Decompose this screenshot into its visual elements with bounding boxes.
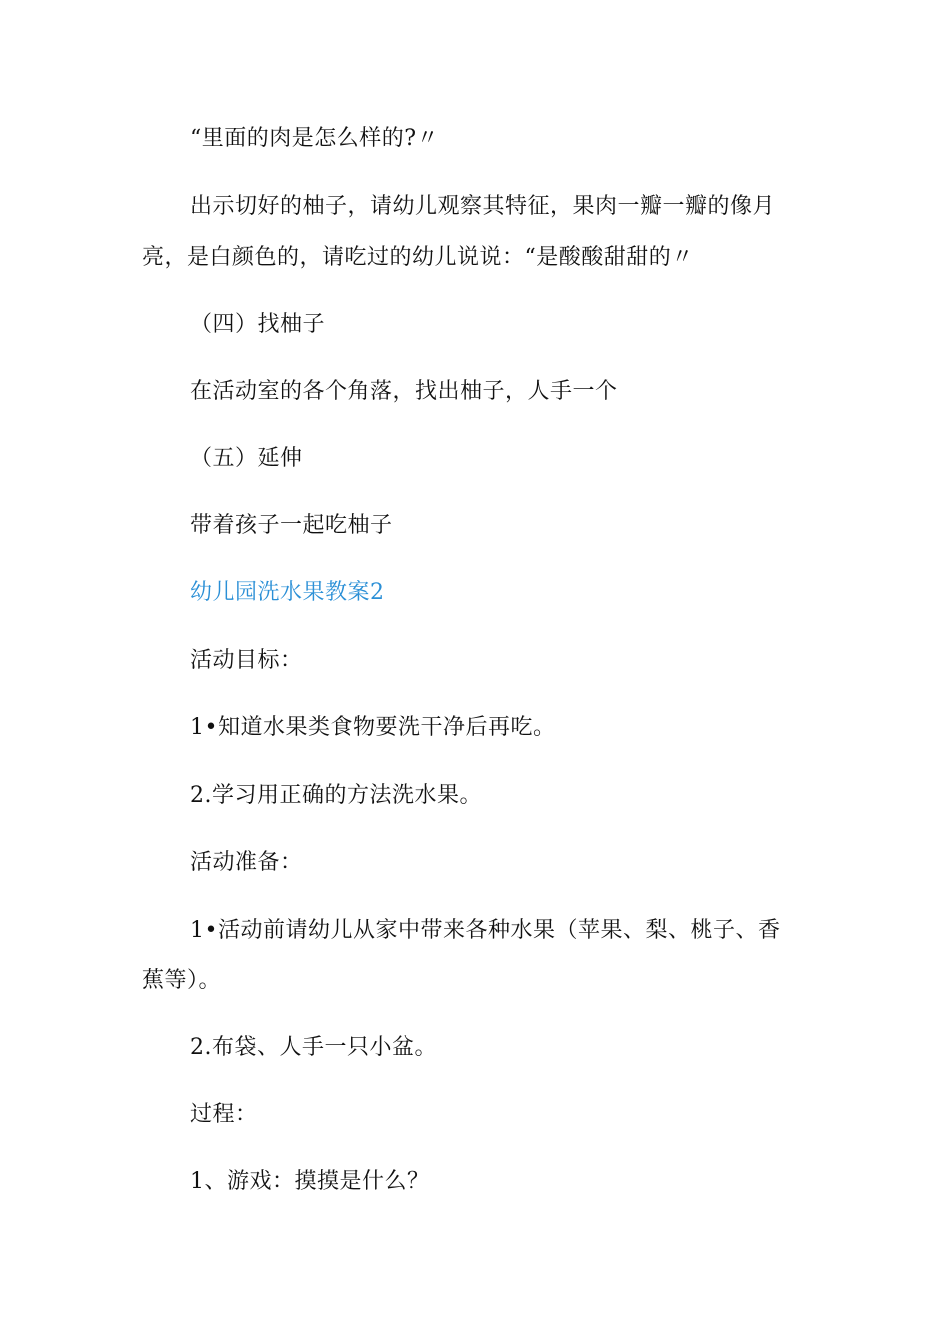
lesson-plan-title: 幼儿园洗水果教案2 [190, 580, 385, 605]
list-item: 2.学习用正确的方法洗水果。 [190, 783, 482, 808]
paragraph-line: 活动准备： [190, 850, 303, 875]
list-item: 1、游戏：摸摸是什么？ [190, 1169, 430, 1194]
paragraph-line: 亮，是白颜色的，请吃过的幼儿说说：“是酸酸甜甜的〃 [142, 245, 694, 270]
paragraph-line: “里面的肉是怎么样的?〃 [190, 126, 440, 151]
paragraph-line: 过程： [190, 1102, 258, 1127]
paragraph-line: 在活动室的各个角落，找出柚子，人手一个 [190, 379, 618, 404]
list-item: 2.布袋、人手一只小盆。 [190, 1035, 437, 1060]
paragraph-line: 活动目标： [190, 648, 303, 673]
section-heading: （四）找柚子 [190, 312, 326, 337]
list-item-continuation: 蕉等）。 [142, 968, 222, 993]
paragraph-line: 带着孩子一起吃柚子 [190, 513, 393, 538]
paragraph-line: 出示切好的柚子，请幼儿观察其特征，果肉一瓣一瓣的像月 [190, 194, 776, 219]
list-item: 1•知道水果类食物要洗干净后再吃。 [190, 715, 556, 740]
list-item: 1•活动前请幼儿从家中带来各种水果（苹果、梨、桃子、香 [190, 918, 781, 943]
section-heading: （五）延伸 [190, 446, 303, 471]
